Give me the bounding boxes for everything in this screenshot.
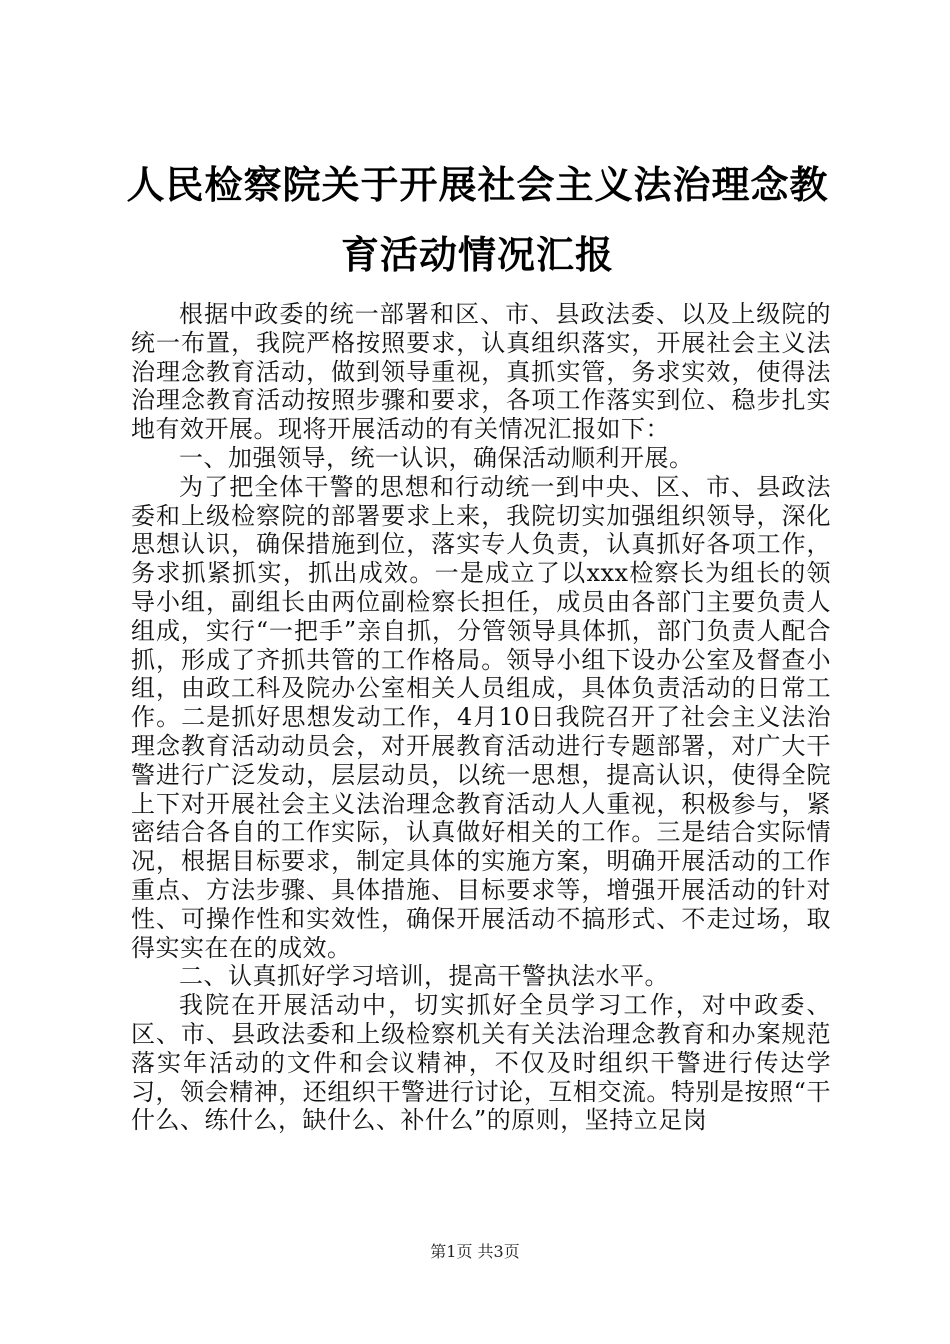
section-heading-2: 二、认真抓好学习培训，提高干警执法水平。 (179, 962, 669, 991)
paragraph-section-2: 我院在开展活动中，切实抓好全员学习工作，对中政委、区、市、县政法委和上级检察机关有关法治理念教育和办案规范落实年活动的文件和会议精神，不仅及时组织干警进行传达学习，领会精神，还组织干警进行讨论，互相交流。特别是按照“干什么、练什么，缺什么、补什么”的原则，坚持立足岗 (131, 991, 831, 1135)
paragraph-section-1: 为了把全体干警的思想和行动统一到中央、区、市、县政法委和上级检察院的部署要求上来，我院切实加强组织领导，深化思想认识，确保措施到位，落实专人负责，认真抓好各项工作，务求抓紧抓实，抓出成效。一是成立了以xxx检察长为组长的领导小组，副组长由两位副检察长担任，成员由各部门主要负责人组成，实行“一把手”亲自抓，分管领导具体抓，部门负责人配合抓，形成了齐抓共管的工作格局。领导小组下设办公室及督查小组，由政工科及院办公室相关人员组成，具体负责活动的日常工作。二是抓好思想发动工作，4月10日我院召开了社会主义法治理念教育活动动员会，对开展教育活动进行专题部署，对广大干警进行广泛发动，层层动员，以统一思想，提高认识，使得全院上下对开展社会主义法治理念教育活动人人重视，积极参与，紧密结合各自的工作实际，认真做好相关的工作。三是结合实际情况，根据目标要求，制定具体的实施方案，明确开展活动的工作重点、方法步骤、具体措施、目标要求等，增强开展活动的针对性、可操作性和实效性，确保开展活动不搞形式、不走过场，取得实实在在的成效。 (131, 472, 831, 962)
paragraph-intro: 根据中政委的统一部署和区、市、县政法委、以及上级院的统一布置，我院严格按照要求，认真组织落实，开展社会主义法治理念教育活动，做到领导重视，真抓实管，务求实效，使得法治理念教育活动按照步骤和要求，各项工作落实到位、稳步扎实地有效开展。现将开展活动的有关情况汇报如下： (131, 300, 831, 444)
section-heading-1: 一、加强领导，统一认识，确保活动顺利开展。 (179, 443, 694, 472)
page-number-footer: 第1页 共3页 (430, 1242, 520, 1261)
document-title: 人民检察院关于开展社会主义法治理念教育活动情况汇报 (126, 163, 829, 277)
document-body (131, 300, 831, 1135)
